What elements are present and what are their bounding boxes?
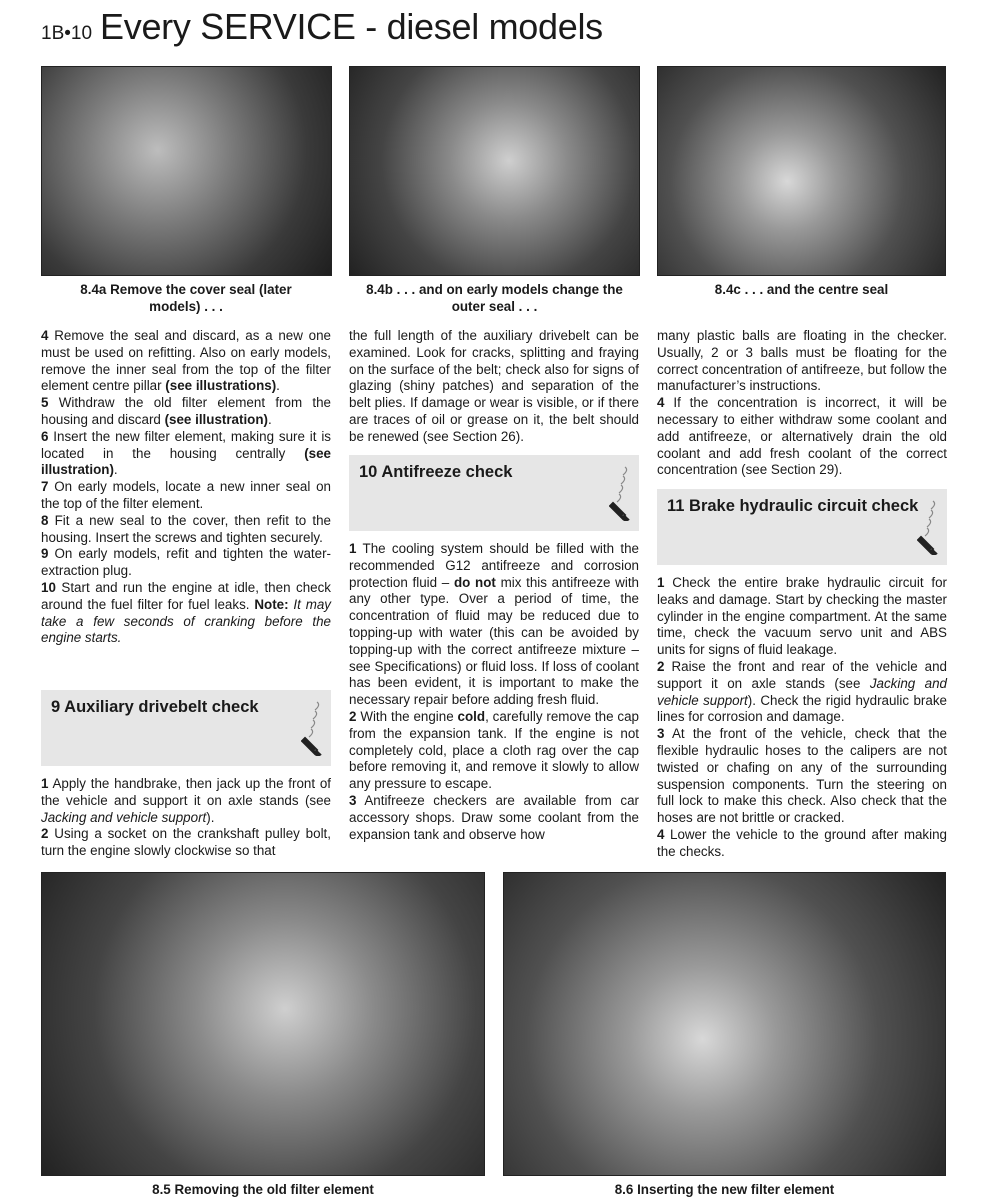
col1-text-b <box>41 776 331 860</box>
bold-text: 3 <box>349 792 357 808</box>
photo-8-4b <box>349 66 640 276</box>
paragraph <box>41 776 331 826</box>
paragraph <box>349 793 639 843</box>
paragraph <box>41 479 331 513</box>
text: Antifreeze checkers are available from car accessory shops. Draw some coolant from the expansion tank and observe how <box>349 792 639 842</box>
paragraph <box>41 546 331 580</box>
caption-8-4c: 8.4c . . . and the centre seal <box>714 282 889 297</box>
photo-8-4a <box>41 66 332 276</box>
text: . <box>268 411 272 427</box>
text: ). <box>206 809 215 825</box>
paragraph <box>657 726 947 827</box>
bold-text: 4 <box>657 395 665 411</box>
col2-text-b <box>349 541 639 843</box>
italic-text: Jacking and vehicle support <box>41 809 207 825</box>
italic-text: Jacking and vehicle support <box>657 675 947 708</box>
bold-text: 7 <box>41 479 49 495</box>
paragraph <box>349 709 639 793</box>
paragraph <box>41 826 331 860</box>
bold-text: 3 <box>657 726 665 742</box>
col3-text-b <box>657 575 947 861</box>
paragraph <box>657 659 947 726</box>
page-number: 1B•10 <box>41 23 93 44</box>
text: Insert the new filter element, making sure it is located in the housing centrally <box>41 428 331 461</box>
text: Apply the handbrake, then jack up the front of the vehicle and support it on axle stands (see <box>41 776 331 808</box>
section-heading-9 <box>41 690 331 766</box>
bold-text: 1 <box>349 541 357 556</box>
text: ). Check the rigid hydraulic brake lines for corrosion and damage. <box>657 692 947 725</box>
text: Remove the seal and discard, as a new one must be used on refitting. Also on early models, remove the inner seal from the top of the filter element centre pillar <box>41 328 331 394</box>
text: If the concentration is incorrect, it will be necessary to either withdraw some coolant and add antifreeze, or alternatively drain the old coolant and add fresh coolant of the correct concentration (see Section 29). <box>657 395 947 478</box>
bold-text: (see illustration) <box>41 445 331 478</box>
bold-text: 4 <box>657 826 665 842</box>
text: Check the entire brake hydraulic circuit for leaks and damage. Start by checking the master cylinder in the engine compartment. At the same time, check the vacuum servo unit and ABS units for signs of fluid leakage. <box>657 575 947 658</box>
text: , carefully remove the cap from the expansion tank. If the engine is not completely cold, place a cloth rag over the cap before removing it, and remove it slowly to allow any pressure to escape. <box>349 708 639 792</box>
paragraph <box>41 429 331 479</box>
col2-text-a <box>349 328 639 446</box>
bold-text: 6 <box>41 428 49 444</box>
page-title: Every SERVICE - diesel models <box>100 6 603 47</box>
section-heading-11 <box>657 489 947 565</box>
photo-8-5 <box>41 872 485 1176</box>
text: The cooling system should be filled with the recommended G12 antifreeze and corrosion protection fluid – <box>349 541 639 590</box>
photo-8-4c <box>657 66 946 276</box>
bold-text: 2 <box>349 708 357 724</box>
col3-text-a <box>657 328 947 479</box>
caption-8-4b: 8.4b . . . and on early models change the outer seal . . . <box>366 282 623 314</box>
bold-text: 2 <box>657 658 665 674</box>
bold-text: 1 <box>41 776 49 791</box>
text: At the front of the vehicle, check that the flexible hydraulic hoses to the calipers are not twisted or chafing on any of the surrounding suspension components. Turn the steering on full lock to make this check. Also check that the hoses are not brittle or cracked. <box>657 726 947 826</box>
bold-text: (see illustrations) <box>165 378 277 394</box>
text: Using a socket on the crankshaft pulley bolt, turn the engine slowly clockwise so that <box>41 826 331 859</box>
italic-text: It may take a few seconds of cranking before the engine starts. <box>41 596 331 646</box>
section-title: 10 Antifreeze check <box>359 463 513 481</box>
section-title: 11 Brake hydraulic circuit check <box>667 497 919 515</box>
bold-text: 4 <box>41 328 49 343</box>
section-title: 9 Auxiliary drivebelt check <box>51 698 259 716</box>
bold-text: do not <box>453 574 496 590</box>
paragraph <box>657 328 947 395</box>
bold-text: 2 <box>41 826 49 842</box>
text: many plastic balls are floating in the checker. Usually, 2 or 3 balls must be floating for the correct concentration of antifreeze, but follow the manufacturer’s instructions. <box>657 328 947 394</box>
text: . <box>113 462 118 478</box>
photo-8-6 <box>503 872 946 1176</box>
text: Start and run the engine at idle, then check around the fuel filter for fuel leaks. <box>41 579 331 612</box>
bold-text: 8 <box>41 512 49 528</box>
paragraph <box>41 580 331 647</box>
paragraph <box>349 541 639 709</box>
paragraph <box>41 395 331 429</box>
text: With the engine <box>356 708 458 724</box>
text: Raise the front and rear of the vehicle and support it on axle stands (see <box>657 658 947 691</box>
paragraph <box>657 827 947 861</box>
bold-text: 10 <box>41 579 56 595</box>
col1-text-a <box>41 328 331 647</box>
bold-text: (see illustration) <box>164 411 269 427</box>
paragraph <box>349 328 639 446</box>
section-heading-10 <box>349 455 639 531</box>
text: Lower the vehicle to the ground after making the checks. <box>657 826 947 859</box>
text: Fit a new seal to the cover, then refit to the housing. Insert the screws and tighten securely. <box>41 512 331 545</box>
text: mix this antifreeze with any other type. Over a period of time, the concentration of fluid may be reduced due to topping-up with water (this can be avoided by topping-up with the correct antifreeze mixture – see Specifications) or fluid loss. If loss of coolant has been evident, it is important to make the necessary repair before adding fresh fluid. <box>349 574 639 708</box>
bold-text: 1 <box>657 575 665 590</box>
paragraph <box>41 513 331 547</box>
paragraph <box>657 575 947 659</box>
bold-text: 9 <box>41 546 49 562</box>
caption-8-6: 8.6 Inserting the new filter element <box>614 1182 835 1197</box>
caption-8-5: 8.5 Removing the old filter element <box>152 1182 374 1197</box>
bold-text: cold <box>457 708 486 724</box>
text: . <box>276 378 280 394</box>
paragraph <box>41 328 331 395</box>
bold-text: 5 <box>41 395 49 411</box>
text: Withdraw the old filter element from the housing and discard <box>41 395 331 427</box>
paragraph <box>657 395 947 479</box>
text: On early models, locate a new inner seal on the top of the filter element. <box>41 479 331 511</box>
text: the full length of the auxiliary drivebelt can be examined. Look for cracks, splitting and fraying on the surface of the belt; check also for signs of glazing (shiny patches) and separation of the belt plies. If damage or wear is visible, or if there are traces of oil or grease on it, the belt should be renewed (see Section 26). <box>349 328 639 444</box>
text: On early models, refit and tighten the water-extraction plug. <box>41 546 331 579</box>
bold-text: Note: <box>254 596 289 612</box>
page-header <box>41 6 603 48</box>
caption-8-4a: 8.4a Remove the cover seal (later models) . . . <box>80 282 292 314</box>
